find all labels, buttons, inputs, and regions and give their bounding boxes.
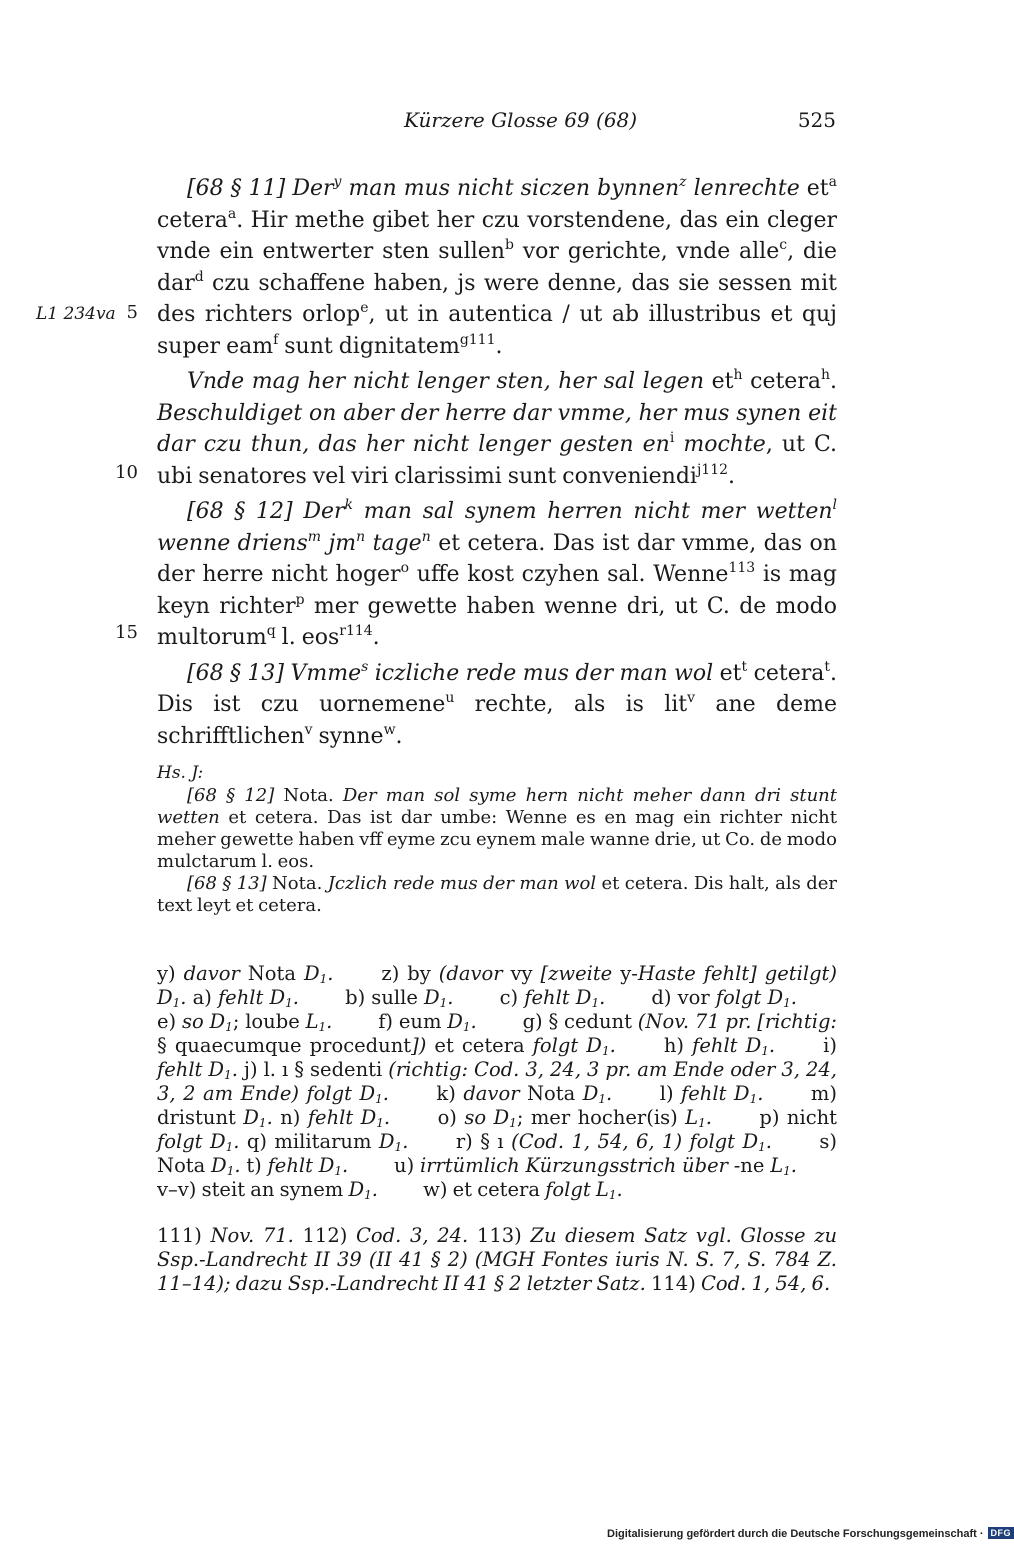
t: . [447, 986, 454, 1009]
t: Cod. 1, 54, 6. [701, 1272, 831, 1295]
note-d [651, 986, 797, 1009]
t: mer gewette haben wenne dri, ut C. de modo multorum [157, 593, 837, 650]
t: 112) [302, 1224, 356, 1247]
fn-mark: s [361, 658, 369, 675]
note-k [436, 1082, 612, 1105]
t: . [830, 369, 837, 394]
t: (richtig: Cod. 3, 24, 3 pr. am Ende oder 3, 24, 3, 2 am Ende) folgt D [157, 1058, 837, 1105]
t: 1 [225, 1140, 234, 1154]
manuscript-variant-text [157, 785, 837, 917]
t: vor gerichte, vnde alle [513, 239, 780, 264]
lemma [292, 176, 799, 201]
t: Nota [519, 1082, 583, 1105]
t: L [685, 1106, 699, 1129]
t: fehlt D [157, 1058, 225, 1081]
t: . [790, 1154, 797, 1177]
t: h) [663, 1034, 693, 1057]
t: fehlt D [267, 1154, 335, 1177]
t: § quaecumque procedunt [157, 1034, 412, 1057]
t: uffe kost czyhen sal. Wenne [409, 562, 729, 587]
t: 1 [319, 972, 328, 986]
t: Vmme [290, 660, 362, 686]
t: et cetera. Das ist dar vmme, das on der herre nicht hoger [157, 530, 837, 587]
fn-mark: y [333, 174, 342, 190]
t: , die dar [157, 239, 838, 296]
t: folgt D [532, 1034, 602, 1057]
fn-mark: o [400, 560, 410, 576]
t: (Cod. 1, 54, 6, 1) folgt D [511, 1130, 759, 1153]
t: vy [502, 962, 541, 985]
t: y) [157, 962, 184, 985]
t: 1 [375, 1092, 383, 1106]
t: 1 [608, 1188, 617, 1202]
line-number-15: 15 [115, 622, 138, 643]
t: fehlt D [692, 1034, 762, 1057]
fn-mark: f [273, 331, 279, 348]
t: folgt D [157, 1130, 226, 1153]
t: ]) [411, 1034, 435, 1057]
note-w [423, 1178, 623, 1201]
t: 114) [650, 1272, 701, 1295]
t: 1 [601, 1044, 610, 1058]
t: man sal synem herren nicht mer wetten [353, 499, 833, 524]
t: fehlt D [681, 1082, 750, 1105]
t: ; mer hocher(is) [516, 1106, 686, 1129]
t: 1 [698, 1116, 706, 1130]
t: , ut C. ubi senatores vel viri clarissimi sunt conveniendi [157, 432, 838, 489]
lemma: mochte [674, 432, 766, 457]
note-q [247, 1130, 409, 1153]
t: iczliche rede mus der man wol [368, 660, 714, 686]
t: Cod. 3, 24. [356, 1224, 469, 1247]
t: w) et cetera [423, 1178, 546, 1201]
t: . [728, 463, 736, 489]
note-o [438, 1106, 712, 1129]
t: D [243, 1106, 259, 1129]
fn-mark: v [687, 690, 696, 706]
t: 1 [364, 1188, 372, 1202]
t: tage [365, 530, 422, 556]
line-number-5: 5 [126, 302, 138, 323]
t: o) [437, 1106, 465, 1129]
t: folgt D [715, 986, 784, 1009]
footnote-entries [157, 1224, 837, 1296]
t: . [757, 1082, 764, 1105]
t: D [447, 1010, 463, 1033]
fn-mark: 113 [728, 560, 756, 576]
t: 1 [598, 1092, 607, 1106]
t: . [326, 1010, 333, 1033]
t: 1 [285, 996, 293, 1010]
t: . [372, 625, 380, 650]
main-text [157, 173, 837, 752]
critical-apparatus [157, 962, 837, 1202]
hs-paragraph-68-13 [157, 873, 837, 917]
t: e) [157, 1010, 182, 1033]
t: d) vor [651, 986, 716, 1009]
t: D [378, 1130, 395, 1153]
t: . Hir methe gibet her czu vorstendene, das ein cleger vnde ein entwerter sten sullen [157, 207, 837, 264]
t: 1 [462, 1020, 471, 1034]
t: et [704, 369, 734, 394]
t: fehlt D [307, 1106, 377, 1129]
t: . [470, 1010, 477, 1033]
t: sunt dignitatem [278, 333, 460, 359]
t: . [342, 1154, 349, 1177]
paragraph-68-11 [157, 173, 837, 362]
t: Nota. [266, 873, 328, 894]
t: cetera [742, 369, 821, 394]
t: . [180, 986, 187, 1009]
t: m) dristunt [157, 1082, 837, 1129]
t: . [231, 1058, 238, 1081]
fn-mark: h [820, 367, 830, 383]
fn-mark: a [227, 205, 237, 222]
note-e [157, 1010, 332, 1033]
t: 1 [172, 996, 181, 1010]
t: 111) [157, 1224, 211, 1247]
fn-mark: p [295, 591, 305, 608]
page-number: 525 [797, 108, 836, 132]
t: (Nov. 71 pr. [richtig: [637, 1010, 837, 1033]
lemma: Jczlich rede mus der man wol [327, 873, 597, 894]
fn-mark: k [344, 497, 354, 513]
note-h [664, 1034, 775, 1057]
t: fehlt D [217, 986, 286, 1009]
t: D [582, 1082, 599, 1105]
t: so D [464, 1106, 510, 1129]
t: , ut in autentica / ut ab illustribus et quj super eam [157, 302, 837, 359]
t: 1 [334, 1164, 343, 1178]
section-ref: [68 § 11] [187, 176, 286, 201]
t: cetera [157, 207, 228, 233]
t: Nota. [274, 785, 343, 806]
fn-mark: u [445, 690, 455, 706]
t: et [799, 176, 829, 201]
fn-mark: n [421, 528, 431, 545]
t: davor [183, 962, 240, 985]
t: is mag keyn richter [157, 562, 837, 619]
t: D [303, 962, 320, 985]
note-n [280, 1106, 390, 1129]
t: 1 [376, 1116, 384, 1130]
t: b) sulle [345, 986, 425, 1009]
manuscript-label: Hs. J: [157, 763, 204, 783]
fn-mark: c [779, 237, 788, 253]
t: L [770, 1154, 784, 1177]
t: . [233, 1130, 240, 1153]
t: j) l. ı § sedenti [243, 1058, 389, 1081]
t: . Dis ist czu uornemene [157, 660, 838, 717]
t: man mus nicht siczen bynnen [341, 176, 680, 201]
t: . [768, 1034, 776, 1057]
t: 1 [439, 996, 448, 1010]
paragraph-68-13 [157, 658, 837, 753]
lemma: Der man sol syme hern nicht meher dann dri stunt wetten [157, 785, 837, 828]
footnote-111 [157, 1224, 294, 1247]
fn-mark: i [669, 430, 675, 446]
paragraph-68-12 [157, 496, 837, 654]
section-ref: [68 § 12] [187, 499, 293, 524]
t: . [234, 1154, 241, 1177]
t: folgt L [545, 1178, 609, 1201]
fn-mark: q [266, 623, 276, 639]
t: irrtümlich Kürzungsstrich über [419, 1154, 728, 1177]
apparatus-entries [157, 962, 837, 1202]
t: jm [321, 530, 357, 556]
t: rechte, als is lit [454, 692, 688, 717]
t: cetera [747, 660, 825, 686]
t: p) nicht [759, 1106, 838, 1129]
t: czu schaffene haben, js were denne, das sie sessen mit des richters orlop [157, 270, 837, 327]
fn-mark: g111 [459, 331, 496, 348]
note-t [246, 1154, 348, 1177]
fn-mark: z [679, 174, 687, 190]
t: f) eum [378, 1010, 448, 1033]
t: [zweite [540, 962, 613, 985]
t: i) [823, 1034, 838, 1057]
t: D [211, 1154, 227, 1177]
footnote-112 [303, 1224, 469, 1247]
lemma: Vnde mag her nicht lenger sten, her sal legen [187, 369, 704, 394]
t: a) [192, 986, 218, 1009]
t: ane deme schrifftlichen [157, 692, 837, 749]
note-f [378, 1010, 477, 1033]
lemma [290, 658, 714, 686]
t: t) [246, 1154, 268, 1177]
credit-text: Digitalisierung gefördert durch die Deutsche Forschungsgemeinschaft · [607, 1528, 984, 1540]
t: Der [303, 499, 345, 524]
note-u [394, 1154, 797, 1177]
line-number-10: 10 [115, 462, 138, 483]
t: 1 [509, 1116, 517, 1130]
digitization-credit [607, 1527, 1014, 1545]
t: 113) [476, 1224, 531, 1247]
t: . [327, 962, 334, 985]
folio-marker [36, 304, 116, 324]
t: . [790, 986, 797, 1009]
t: 1 [783, 1164, 791, 1178]
fn-mark: w [383, 721, 396, 738]
section-ref: [68 § 13] [187, 660, 285, 686]
t: . [765, 1130, 772, 1153]
t: k) [436, 1082, 464, 1105]
t: davor [463, 1082, 520, 1105]
t: 1 [758, 1140, 766, 1154]
t: r) § ı [455, 1130, 512, 1153]
t: D [424, 986, 440, 1009]
running-header-title: Kürzere Glosse 69 (68) [404, 108, 638, 132]
t: y- [612, 962, 638, 985]
t: . [705, 1106, 712, 1129]
t: lenrechte [686, 176, 800, 201]
t: 1 [761, 1044, 769, 1058]
t: et cetera. Das ist dar umbe: Wenne es en mag ein richter nicht meher gewette haben vff eyme zcu eynem male wanne drie, ut Co. de modo mulctarum l. eos. [157, 807, 837, 872]
t: 1 [226, 1164, 235, 1178]
t: so D [181, 1010, 226, 1033]
t: . [599, 986, 606, 1009]
fn-mark: l [832, 497, 838, 513]
fn-mark: h [733, 367, 743, 383]
t: l) [659, 1082, 682, 1105]
note-v [157, 1178, 378, 1201]
t: -ne [727, 1154, 771, 1177]
t: Nota [239, 962, 304, 985]
footnote-114 [651, 1272, 830, 1295]
t: . [266, 1106, 273, 1129]
lemma: Beschuldiget on aber der herre dar vmme, her mus synen eit dar czu thun, das her nicht lenger gesten en [157, 400, 837, 457]
t: 1 [591, 996, 600, 1010]
fn-mark: m [307, 528, 322, 545]
t: 1 [394, 1140, 403, 1154]
t: 1 [749, 1092, 758, 1106]
t: . [495, 333, 503, 359]
section-ref: [68 § 13] [187, 873, 267, 894]
note-c [500, 986, 606, 1009]
fn-mark: v [304, 721, 313, 738]
t: . [292, 986, 299, 1009]
t: L [305, 1010, 319, 1033]
fn-mark: e [360, 300, 369, 316]
t: c) [499, 986, 525, 1009]
t: et cetera [434, 1034, 533, 1057]
t: v–v) steit an synem [157, 1178, 349, 1201]
section-ref: [68 § 12] [187, 785, 275, 806]
t: . [616, 1178, 623, 1201]
t: 1 [224, 1068, 232, 1082]
t: z) by [381, 962, 439, 985]
t: . [606, 1082, 613, 1105]
note-b [345, 986, 453, 1009]
t: Haste fehlt] getilgt) D [157, 962, 838, 1009]
note-r [456, 1130, 772, 1153]
note-a [193, 986, 299, 1009]
fn-mark: t [824, 658, 831, 675]
t: . [371, 1178, 378, 1201]
t: s) Nota [157, 1130, 838, 1177]
fn-mark: t [741, 658, 748, 675]
t: et cetera. Dis halt, als der text leyt et cetera. [157, 873, 838, 916]
t: u) [394, 1154, 420, 1177]
fn-mark: r114 [339, 623, 373, 639]
t: et [713, 660, 742, 686]
dfg-logo: DFG [988, 1527, 1014, 1539]
t: 1 [225, 1020, 233, 1034]
t: 1 [783, 996, 791, 1010]
t: (davor [438, 962, 503, 985]
fn-mark: j112 [696, 461, 729, 478]
note-y [157, 962, 333, 985]
t: fehlt D [524, 986, 592, 1009]
t: g) § cedunt [522, 1010, 638, 1033]
fn-mark: n [356, 528, 366, 545]
t: wenne driens [157, 530, 308, 556]
t: synne [312, 723, 384, 749]
folio-text: L1 234va [36, 304, 116, 324]
note-l [660, 1082, 764, 1105]
t: D [348, 1178, 365, 1201]
paragraph-vnde-mag [157, 366, 837, 492]
fn-mark: d [194, 268, 204, 285]
t: 1 [318, 1020, 327, 1034]
t: Nov. 71. [210, 1224, 294, 1247]
hs-paragraph-68-12 [157, 785, 837, 873]
fn-mark: b [504, 237, 514, 253]
t: . [382, 1082, 389, 1105]
t: . [609, 1034, 616, 1057]
t: 1 [258, 1116, 267, 1130]
t: l. eos [275, 625, 340, 650]
t: Zu diesem Satz vgl. Glosse zu Ssp.-Landrecht II 39 (II 41 § 2) (MGH Fontes iuris N. S. 7, S. 784 Z. 11–14); dazu Ssp.-Landrecht II 41 § 2 letzter Satz. [157, 1224, 838, 1295]
t: Der [292, 176, 334, 201]
fn-mark: a [828, 174, 838, 190]
t: ; loube [232, 1010, 306, 1033]
t: . [402, 1130, 409, 1153]
t: . [383, 1106, 391, 1129]
footnotes [157, 1224, 837, 1296]
t: n) [280, 1106, 308, 1129]
t: q) militarum [246, 1130, 379, 1153]
t: . [395, 723, 403, 749]
